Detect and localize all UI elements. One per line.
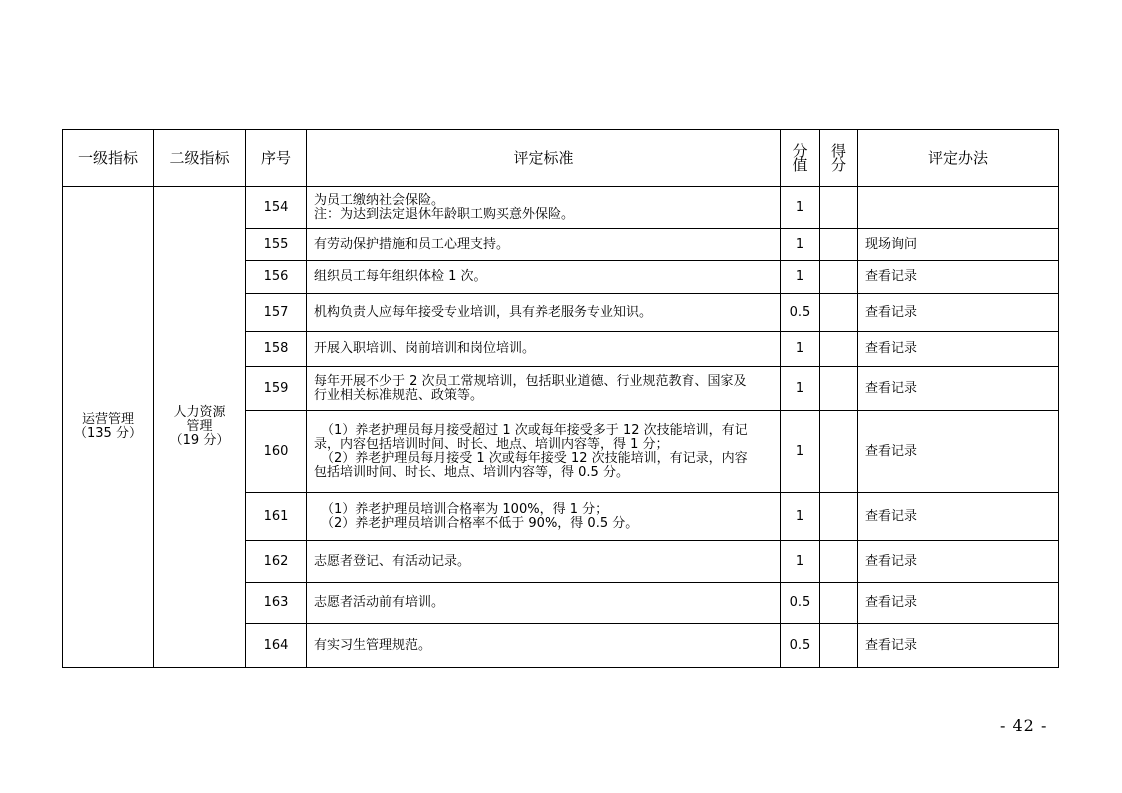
score-cell: 1: [781, 261, 820, 294]
score-cell: 1: [781, 332, 820, 367]
score-cell: 1: [781, 187, 820, 229]
obtained-cell: [820, 187, 858, 229]
seq-cell: 159: [246, 367, 307, 411]
page-number: - 42 -: [1000, 716, 1048, 735]
header-score: 分 值: [781, 130, 820, 187]
score-cell: 0.5: [781, 624, 820, 668]
header-method: 评定办法: [858, 130, 1059, 187]
criteria-cell: 机构负责人应每年接受专业培训，具有养老服务专业知识。: [307, 294, 781, 332]
criteria-cell: 为员工缴纳社会保险。 注：为达到法定退休年龄职工购买意外保险。: [307, 187, 781, 229]
score-cell: 0.5: [781, 294, 820, 332]
score-cell: 0.5: [781, 583, 820, 624]
seq-cell: 155: [246, 229, 307, 261]
criteria-cell: 组织员工每年组织体检 1 次。: [307, 261, 781, 294]
obtained-cell: [820, 411, 858, 493]
seq-cell: 164: [246, 624, 307, 668]
obtained-cell: [820, 624, 858, 668]
criteria-cell: （1）养老护理员培训合格率为 100%，得 1 分； （2）养老护理员培训合格率不低于 90%，得 0.5 分。: [307, 493, 781, 541]
method-cell: 查看记录: [858, 493, 1059, 541]
method-cell: 查看记录: [858, 294, 1059, 332]
method-cell: 查看记录: [858, 541, 1059, 583]
level2-cell: 人力资源 管理 （19 分）: [154, 187, 246, 668]
seq-cell: 162: [246, 541, 307, 583]
score-cell: 1: [781, 411, 820, 493]
obtained-cell: [820, 583, 858, 624]
score-cell: 1: [781, 493, 820, 541]
obtained-cell: [820, 367, 858, 411]
criteria-cell: 每年开展不少于 2 次员工常规培训，包括职业道德、行业规范教育、国家及 行业相关标准规范、政策等。: [307, 367, 781, 411]
header-row: [63, 130, 1059, 187]
header-level2: 二级指标: [154, 130, 246, 187]
score-cell: 1: [781, 541, 820, 583]
seq-cell: 161: [246, 493, 307, 541]
method-cell: 查看记录: [858, 261, 1059, 294]
obtained-cell: [820, 332, 858, 367]
criteria-cell: 志愿者登记、有活动记录。: [307, 541, 781, 583]
header-criteria: 评定标准: [307, 130, 781, 187]
method-cell: [858, 187, 1059, 229]
score-cell: 1: [781, 229, 820, 261]
method-cell: 查看记录: [858, 332, 1059, 367]
seq-cell: 157: [246, 294, 307, 332]
criteria-cell: 有劳动保护措施和员工心理支持。: [307, 229, 781, 261]
header-obtained: 得 分: [820, 130, 858, 187]
method-cell: 查看记录: [858, 583, 1059, 624]
criteria-cell: 有实习生管理规范。: [307, 624, 781, 668]
obtained-cell: [820, 493, 858, 541]
header-seq: 序号: [246, 130, 307, 187]
method-cell: 现场询问: [858, 229, 1059, 261]
seq-cell: 154: [246, 187, 307, 229]
criteria-cell: 志愿者活动前有培训。: [307, 583, 781, 624]
header-level1: 一级指标: [63, 130, 154, 187]
seq-cell: 158: [246, 332, 307, 367]
level1-cell: 运营管理 （135 分）: [63, 187, 154, 668]
method-cell: 查看记录: [858, 624, 1059, 668]
method-cell: 查看记录: [858, 411, 1059, 493]
obtained-cell: [820, 229, 858, 261]
obtained-cell: [820, 541, 858, 583]
seq-cell: 163: [246, 583, 307, 624]
obtained-cell: [820, 294, 858, 332]
seq-cell: 156: [246, 261, 307, 294]
method-cell: 查看记录: [858, 367, 1059, 411]
evaluation-table: [62, 129, 1059, 668]
seq-cell: 160: [246, 411, 307, 493]
criteria-cell: 开展入职培训、岗前培训和岗位培训。: [307, 332, 781, 367]
obtained-cell: [820, 261, 858, 294]
score-cell: 1: [781, 367, 820, 411]
table-row: [63, 187, 1059, 229]
criteria-cell: （1）养老护理员每月接受超过 1 次或每年接受多于 12 次技能培训，有记 录，内容包括培训时间、时长、地点、培训内容等，得 1 分； （2）养老护理员每月接受 1 次或每年接受 12 次技能培训，有记录，内容 包括培训时间、时长、地点、培训内容等，得 0.5 分。: [307, 411, 781, 493]
